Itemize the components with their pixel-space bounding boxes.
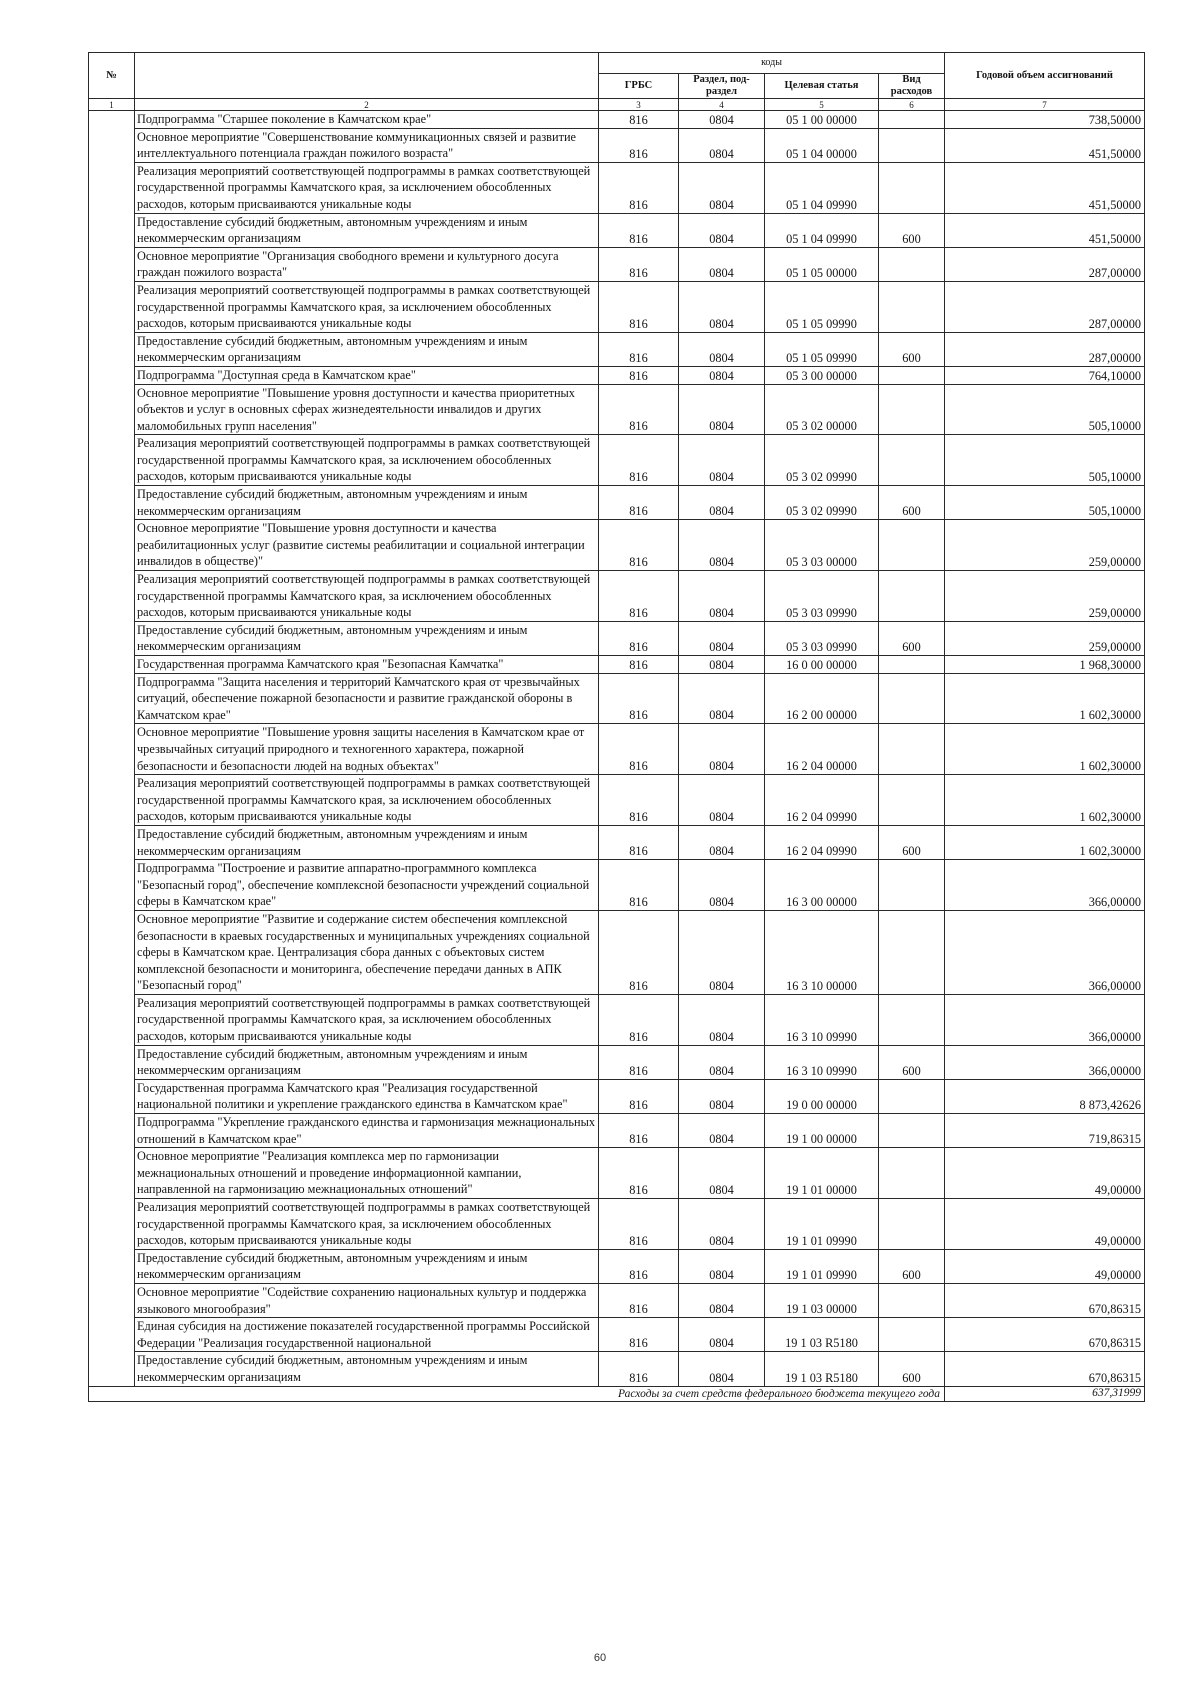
row-grbs: 816 [599, 571, 679, 622]
row-razdel: 0804 [679, 571, 765, 622]
row-razdel: 0804 [679, 1249, 765, 1283]
table-row [89, 1249, 1145, 1283]
table-row [89, 1199, 1145, 1250]
row-amount: 259,00000 [945, 571, 1145, 622]
row-name: Реализация мероприятий соответствующей подпрограммы в рамках соответствующей государственной программы Камчатского края, за исключением обособленных расходов, которым присваиваются уникальные коды [135, 162, 599, 213]
row-amount: 259,00000 [945, 520, 1145, 571]
column-number: 4 [679, 99, 765, 111]
row-vid [879, 247, 945, 281]
row-number-cell [89, 1079, 135, 1113]
row-razdel: 0804 [679, 1079, 765, 1113]
row-grbs: 816 [599, 1318, 679, 1352]
row-razdel: 0804 [679, 775, 765, 826]
row-grbs: 816 [599, 1148, 679, 1199]
row-number-cell [89, 1249, 135, 1283]
row-grbs: 816 [599, 724, 679, 775]
row-target: 05 3 03 00000 [765, 520, 879, 571]
row-number-cell [89, 656, 135, 674]
table-row [89, 910, 1145, 994]
row-amount: 259,00000 [945, 621, 1145, 655]
row-number-cell [89, 775, 135, 826]
row-target: 19 1 01 09990 [765, 1249, 879, 1283]
table-row [89, 520, 1145, 571]
row-vid [879, 1318, 945, 1352]
row-grbs: 816 [599, 384, 679, 435]
table-row [89, 486, 1145, 520]
row-target: 05 3 02 00000 [765, 384, 879, 435]
row-name: Реализация мероприятий соответствующей подпрограммы в рамках соответствующей государственной программы Камчатского края, за исключением обособленных расходов, которым присваиваются уникальные коды [135, 435, 599, 486]
row-amount: 451,50000 [945, 213, 1145, 247]
row-grbs: 816 [599, 673, 679, 724]
row-target: 05 3 02 09990 [765, 435, 879, 486]
col-name-header [135, 53, 599, 99]
row-number-cell [89, 825, 135, 859]
row-name: Предоставление субсидий бюджетным, автономным учреждениям и иным некоммерческим организациям [135, 621, 599, 655]
row-razdel: 0804 [679, 656, 765, 674]
row-amount: 8 873,42626 [945, 1079, 1145, 1113]
table-row [89, 1148, 1145, 1199]
row-amount: 366,00000 [945, 1045, 1145, 1079]
table-row [89, 1079, 1145, 1113]
row-amount: 670,86315 [945, 1318, 1145, 1352]
row-razdel: 0804 [679, 1199, 765, 1250]
row-grbs: 816 [599, 213, 679, 247]
row-vid [879, 520, 945, 571]
row-razdel: 0804 [679, 621, 765, 655]
row-grbs: 816 [599, 656, 679, 674]
row-grbs: 816 [599, 332, 679, 366]
row-target: 05 3 03 09990 [765, 571, 879, 622]
row-target: 19 1 03 R5180 [765, 1318, 879, 1352]
row-name: Реализация мероприятий соответствующей подпрограммы в рамках соответствующей государственной программы Камчатского края, за исключением обособленных расходов, которым присваиваются уникальные коды [135, 775, 599, 826]
row-grbs: 816 [599, 1079, 679, 1113]
table-row [89, 332, 1145, 366]
row-name: Предоставление субсидий бюджетным, автономным учреждениям и иным некоммерческим организациям [135, 825, 599, 859]
row-razdel: 0804 [679, 128, 765, 162]
row-grbs: 816 [599, 486, 679, 520]
row-number-cell [89, 111, 135, 129]
row-grbs: 816 [599, 435, 679, 486]
row-number-cell [89, 384, 135, 435]
table-row [89, 775, 1145, 826]
row-target: 19 0 00 00000 [765, 1079, 879, 1113]
row-amount: 451,50000 [945, 128, 1145, 162]
row-razdel: 0804 [679, 384, 765, 435]
row-target: 05 3 03 09990 [765, 621, 879, 655]
row-target: 16 2 04 09990 [765, 825, 879, 859]
row-target: 19 1 01 00000 [765, 1148, 879, 1199]
row-amount: 1 968,30000 [945, 656, 1145, 674]
row-name: Подпрограмма "Старшее поколение в Камчатском крае" [135, 111, 599, 129]
column-number: 3 [599, 99, 679, 111]
row-number-cell [89, 162, 135, 213]
row-grbs: 816 [599, 621, 679, 655]
row-vid: 600 [879, 1249, 945, 1283]
row-razdel: 0804 [679, 1148, 765, 1199]
row-name: Реализация мероприятий соответствующей подпрограммы в рамках соответствующей государственной программы Камчатского края, за исключением обособленных расходов, которым присваиваются уникальные коды [135, 1199, 599, 1250]
row-number-cell [89, 724, 135, 775]
row-name: Единая субсидия на достижение показателей государственной программы Российской Федерации "Реализация государственной национальной [135, 1318, 599, 1352]
budget-sheet [88, 52, 1144, 1402]
row-number-cell [89, 247, 135, 281]
row-vid [879, 571, 945, 622]
federal-budget-amount: 637,31999 [945, 1386, 1145, 1401]
row-name: Основное мероприятие "Реализация комплекса мер по гармонизации межнациональных отношений и проведение информационной кампании, направленной на гармонизацию межнациональных отношений" [135, 1148, 599, 1199]
row-amount: 451,50000 [945, 162, 1145, 213]
row-vid: 600 [879, 825, 945, 859]
row-target: 16 2 00 00000 [765, 673, 879, 724]
row-razdel: 0804 [679, 520, 765, 571]
table-row [89, 111, 1145, 129]
codes-group-header: коды [599, 53, 945, 74]
row-amount: 505,10000 [945, 384, 1145, 435]
table-row [89, 247, 1145, 281]
row-target: 19 1 00 00000 [765, 1114, 879, 1148]
table-body [89, 111, 1145, 1402]
row-target: 16 2 04 00000 [765, 724, 879, 775]
row-number-cell [89, 1114, 135, 1148]
row-razdel: 0804 [679, 247, 765, 281]
row-amount: 505,10000 [945, 435, 1145, 486]
row-vid [879, 128, 945, 162]
row-amount: 49,00000 [945, 1148, 1145, 1199]
row-number-cell [89, 1283, 135, 1317]
row-name: Предоставление субсидий бюджетным, автономным учреждениям и иным некоммерческим организациям [135, 1045, 599, 1079]
federal-budget-row [89, 1386, 1145, 1401]
table-row [89, 366, 1145, 384]
table-row [89, 860, 1145, 911]
row-target: 19 1 03 R5180 [765, 1352, 879, 1386]
table-row [89, 1114, 1145, 1148]
row-grbs: 816 [599, 1114, 679, 1148]
row-vid [879, 673, 945, 724]
row-number-cell [89, 621, 135, 655]
row-number-cell [89, 486, 135, 520]
row-grbs: 816 [599, 1199, 679, 1250]
budget-table [88, 52, 1145, 1402]
row-vid [879, 656, 945, 674]
table-row [89, 128, 1145, 162]
row-grbs: 816 [599, 775, 679, 826]
row-number-cell [89, 520, 135, 571]
row-name: Предоставление субсидий бюджетным, автономным учреждениям и иным некоммерческим организациям [135, 486, 599, 520]
row-grbs: 816 [599, 910, 679, 994]
table-row [89, 825, 1145, 859]
row-vid [879, 724, 945, 775]
row-number-cell [89, 366, 135, 384]
row-razdel: 0804 [679, 486, 765, 520]
row-target: 16 2 04 09990 [765, 775, 879, 826]
row-vid [879, 435, 945, 486]
row-vid: 600 [879, 486, 945, 520]
row-number-cell [89, 571, 135, 622]
row-vid [879, 1148, 945, 1199]
row-razdel: 0804 [679, 1318, 765, 1352]
row-grbs: 816 [599, 162, 679, 213]
row-target: 05 1 05 09990 [765, 332, 879, 366]
row-grbs: 816 [599, 128, 679, 162]
row-number-cell [89, 1318, 135, 1352]
row-amount: 287,00000 [945, 247, 1145, 281]
table-row [89, 656, 1145, 674]
row-vid [879, 775, 945, 826]
row-name: Реализация мероприятий соответствующей подпрограммы в рамках соответствующей государственной программы Камчатского края, за исключением обособленных расходов, которым присваиваются уникальные коды [135, 994, 599, 1045]
row-target: 05 3 00 00000 [765, 366, 879, 384]
row-name: Подпрограмма "Защита населения и территорий Камчатского края от чрезвычайных ситуаций, обеспечение пожарной безопасности и развитие гражданской обороны в Камчатском крае" [135, 673, 599, 724]
row-amount: 719,86315 [945, 1114, 1145, 1148]
row-name: Предоставление субсидий бюджетным, автономным учреждениям и иным некоммерческим организациям [135, 1352, 599, 1386]
table-row [89, 1318, 1145, 1352]
row-number-cell [89, 673, 135, 724]
row-amount: 49,00000 [945, 1199, 1145, 1250]
row-amount: 287,00000 [945, 281, 1145, 332]
table-row [89, 213, 1145, 247]
row-amount: 505,10000 [945, 486, 1145, 520]
row-number-cell [89, 281, 135, 332]
column-number: 6 [879, 99, 945, 111]
table-row [89, 1352, 1145, 1386]
table-row [89, 673, 1145, 724]
row-razdel: 0804 [679, 1283, 765, 1317]
column-number: 2 [135, 99, 599, 111]
row-razdel: 0804 [679, 1352, 765, 1386]
row-name: Реализация мероприятий соответствующей подпрограммы в рамках соответствующей государственной программы Камчатского края, за исключением обособленных расходов, которым присваиваются уникальные коды [135, 571, 599, 622]
table-row [89, 435, 1145, 486]
row-vid [879, 994, 945, 1045]
row-amount: 366,00000 [945, 994, 1145, 1045]
row-target: 05 1 05 09990 [765, 281, 879, 332]
table-row [89, 621, 1145, 655]
row-target: 05 1 04 09990 [765, 162, 879, 213]
row-razdel: 0804 [679, 111, 765, 129]
row-vid [879, 910, 945, 994]
row-grbs: 816 [599, 1283, 679, 1317]
row-vid [879, 111, 945, 129]
row-vid [879, 1114, 945, 1148]
table-row [89, 162, 1145, 213]
row-vid [879, 366, 945, 384]
row-name: Предоставление субсидий бюджетным, автономным учреждениям и иным некоммерческим организациям [135, 213, 599, 247]
column-number-row [89, 99, 1145, 111]
row-amount: 366,00000 [945, 910, 1145, 994]
table-row [89, 384, 1145, 435]
row-target: 16 0 00 00000 [765, 656, 879, 674]
row-number-cell [89, 332, 135, 366]
row-amount: 1 602,30000 [945, 825, 1145, 859]
row-grbs: 816 [599, 281, 679, 332]
row-number-cell [89, 1148, 135, 1199]
row-amount: 670,86315 [945, 1283, 1145, 1317]
row-razdel: 0804 [679, 435, 765, 486]
table-header [89, 53, 1145, 111]
row-number-cell [89, 435, 135, 486]
row-amount: 49,00000 [945, 1249, 1145, 1283]
row-grbs: 816 [599, 825, 679, 859]
row-name: Основное мероприятие "Повышение уровня доступности и качества приоритетных объектов и услуг в основных сферах жизнедеятельности инвалидов и других маломобильных групп населения" [135, 384, 599, 435]
row-name: Основное мероприятие "Содействие сохранению национальных культур и поддержка языкового многообразия" [135, 1283, 599, 1317]
row-vid: 600 [879, 621, 945, 655]
row-vid [879, 1283, 945, 1317]
row-vid: 600 [879, 332, 945, 366]
row-target: 05 1 04 00000 [765, 128, 879, 162]
row-target: 16 3 00 00000 [765, 860, 879, 911]
row-amount: 738,50000 [945, 111, 1145, 129]
row-razdel: 0804 [679, 994, 765, 1045]
row-name: Подпрограмма "Укрепление гражданского единства и гармонизация межнациональных отношений в Камчатском крае" [135, 1114, 599, 1148]
col-target-header: Целевая статья [765, 74, 879, 99]
table-row [89, 281, 1145, 332]
row-number-cell [89, 1199, 135, 1250]
table-row [89, 724, 1145, 775]
row-name: Подпрограмма "Доступная среда в Камчатском крае" [135, 366, 599, 384]
row-grbs: 816 [599, 860, 679, 911]
row-vid: 600 [879, 213, 945, 247]
row-vid: 600 [879, 1352, 945, 1386]
row-grbs: 816 [599, 247, 679, 281]
row-number-cell [89, 128, 135, 162]
row-razdel: 0804 [679, 281, 765, 332]
table-row [89, 994, 1145, 1045]
row-grbs: 816 [599, 520, 679, 571]
row-amount: 764,10000 [945, 366, 1145, 384]
row-name: Основное мероприятие "Повышение уровня доступности и качества реабилитационных услуг (развитие системы реабилитации и социальной интеграции инвалидов в обществе)" [135, 520, 599, 571]
row-vid [879, 162, 945, 213]
table-row [89, 1045, 1145, 1079]
row-amount: 670,86315 [945, 1352, 1145, 1386]
table-row [89, 571, 1145, 622]
row-razdel: 0804 [679, 213, 765, 247]
row-amount: 1 602,30000 [945, 673, 1145, 724]
row-razdel: 0804 [679, 825, 765, 859]
row-razdel: 0804 [679, 673, 765, 724]
row-amount: 1 602,30000 [945, 724, 1145, 775]
row-razdel: 0804 [679, 332, 765, 366]
row-name: Реализация мероприятий соответствующей подпрограммы в рамках соответствующей государственной программы Камчатского края, за исключением обособленных расходов, которым присваиваются уникальные коды [135, 281, 599, 332]
row-name: Основное мероприятие "Повышение уровня защиты населения в Камчатском крае от чрезвычайных ситуаций природного и техногенного характера, пожарной безопасности и безопасности людей на водных объектах" [135, 724, 599, 775]
row-name: Предоставление субсидий бюджетным, автономным учреждениям и иным некоммерческим организациям [135, 1249, 599, 1283]
row-razdel: 0804 [679, 724, 765, 775]
table-row [89, 1283, 1145, 1317]
col-volume-header: Годовой объем ассигнований [945, 53, 1145, 99]
row-name: Государственная программа Камчатского края "Реализация государственной национальной политики и укрепление гражданского единства в Камчатском крае" [135, 1079, 599, 1113]
row-target: 16 3 10 00000 [765, 910, 879, 994]
row-number-cell [89, 1352, 135, 1386]
row-razdel: 0804 [679, 162, 765, 213]
row-vid [879, 1199, 945, 1250]
row-number-cell [89, 213, 135, 247]
row-target: 19 1 03 00000 [765, 1283, 879, 1317]
row-name: Предоставление субсидий бюджетным, автономным учреждениям и иным некоммерческим организациям [135, 332, 599, 366]
col-grbs-header: ГРБС [599, 74, 679, 99]
row-number-cell [89, 994, 135, 1045]
row-name: Подпрограмма "Построение и развитие аппаратно-программного комплекса "Безопасный город", обеспечение комплексной безопасности учреждений социальной сферы в Камчатском крае" [135, 860, 599, 911]
col-razdel-header: Раздел, под-раздел [679, 74, 765, 99]
row-target: 05 1 04 09990 [765, 213, 879, 247]
row-grbs: 816 [599, 994, 679, 1045]
row-name: Основное мероприятие "Совершенствование коммуникационных связей и развитие интеллектуального потенциала граждан пожилого возраста" [135, 128, 599, 162]
row-name: Основное мероприятие "Организация свободного времени и культурного досуга граждан пожилого возраста" [135, 247, 599, 281]
row-razdel: 0804 [679, 860, 765, 911]
row-grbs: 816 [599, 1045, 679, 1079]
row-amount: 287,00000 [945, 332, 1145, 366]
row-target: 05 1 00 00000 [765, 111, 879, 129]
row-vid [879, 384, 945, 435]
row-name: Основное мероприятие "Развитие и содержание систем обеспечения комплексной безопасности в краевых государственных и муниципальных учреждениях социальной сферы в Камчатском крае. Централизация сбора данных с объектовых систем комплексной безопасности и мониторинга, обеспечение передачи данных в АПК "Безопасный город" [135, 910, 599, 994]
row-grbs: 816 [599, 1249, 679, 1283]
row-target: 16 3 10 09990 [765, 1045, 879, 1079]
row-number-cell [89, 910, 135, 994]
row-amount: 1 602,30000 [945, 775, 1145, 826]
page-number: 60 [593, 1652, 607, 1664]
col-vid-header: Вид расходов [879, 74, 945, 99]
row-razdel: 0804 [679, 1045, 765, 1079]
column-number: 5 [765, 99, 879, 111]
row-number-cell [89, 1045, 135, 1079]
row-razdel: 0804 [679, 366, 765, 384]
column-number: 1 [89, 99, 135, 111]
row-razdel: 0804 [679, 910, 765, 994]
row-grbs: 816 [599, 1352, 679, 1386]
row-vid: 600 [879, 1045, 945, 1079]
row-grbs: 816 [599, 366, 679, 384]
row-vid [879, 860, 945, 911]
row-amount: 366,00000 [945, 860, 1145, 911]
column-number: 7 [945, 99, 1145, 111]
row-vid [879, 1079, 945, 1113]
federal-budget-label: Расходы за счет средств федерального бюджета текущего года [89, 1386, 945, 1401]
row-vid [879, 281, 945, 332]
row-number-cell [89, 860, 135, 911]
row-razdel: 0804 [679, 1114, 765, 1148]
row-target: 05 3 02 09990 [765, 486, 879, 520]
row-target: 05 1 05 00000 [765, 247, 879, 281]
row-grbs: 816 [599, 111, 679, 129]
col-num-header: № [89, 53, 135, 99]
row-name: Государственная программа Камчатского края "Безопасная Камчатка" [135, 656, 599, 674]
row-target: 19 1 01 09990 [765, 1199, 879, 1250]
row-target: 16 3 10 09990 [765, 994, 879, 1045]
